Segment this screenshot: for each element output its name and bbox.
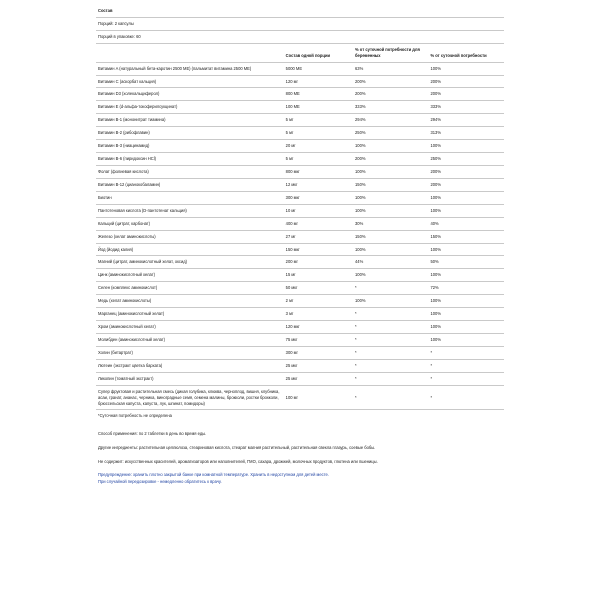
product-notes (96, 431, 504, 485)
nutrient-amount: 3 мг (284, 308, 353, 321)
warning-text-line2: При случайной передозировке - немедленно обратитесь к врачу. (98, 478, 222, 484)
nutrient-amount: 5 мг (284, 114, 353, 127)
table-row (96, 321, 504, 334)
nutrient-amount: 150 мкг (284, 243, 353, 256)
nutrient-dv: 50% (429, 256, 505, 269)
nutrient-name: Молибден (аминокислотный хелат) (96, 333, 284, 346)
nutrient-amount: 100 мг (284, 385, 353, 410)
nutrient-name: Железо (хелат аминокислоты) (96, 230, 284, 243)
nutrient-dv: * (429, 346, 505, 359)
nutrient-name: Цинк (аминокислотный хелат) (96, 269, 284, 282)
table-row (96, 101, 504, 114)
nutrient-dv-pregnant: 100% (353, 269, 428, 282)
nutrient-amount: 800 МЕ (284, 88, 353, 101)
serving-size-label: Порций: 2 капсулы (96, 17, 504, 30)
table-row (96, 204, 504, 217)
nutrient-dv: 100% (429, 308, 505, 321)
nutrient-amount: 200 мг (284, 256, 353, 269)
nutrient-dv-pregnant: * (353, 385, 428, 410)
nutrient-dv-pregnant: 200% (353, 75, 428, 88)
table-row (96, 385, 504, 410)
nutrient-dv: 100% (429, 62, 505, 75)
nutrient-dv-pregnant: 150% (353, 178, 428, 191)
nutrient-dv-pregnant: 200% (353, 153, 428, 166)
table-row (96, 75, 504, 88)
nutrient-amount: 12 мкг (284, 178, 353, 191)
nutrient-name: Медь (хелат аминокислоты) (96, 295, 284, 308)
nutrient-amount: 27 мг (284, 230, 353, 243)
nutrient-amount: 5 мг (284, 153, 353, 166)
nutrient-name: Витамин A (натуральный бета-каротин 2500 МЕ) (пальмитат витамина 2500 МЕ) (96, 62, 284, 75)
nutrient-amount: 2 мг (284, 295, 353, 308)
nutrient-dv-pregnant: 63% (353, 62, 428, 75)
nutrient-dv-pregnant: 100% (353, 243, 428, 256)
nutrient-dv-pregnant: * (353, 359, 428, 372)
nutrient-dv-pregnant: * (353, 321, 428, 334)
nutrient-name: Ликопин (томатный экстракт) (96, 372, 284, 385)
warning-text-line1: Предупреждение: хранить плотно закрытой банке при комнатной температуре. Хранить в недоступном для детей месте. (98, 472, 329, 478)
nutrient-name: Витамин В-1 (мононитрат тиамина) (96, 114, 284, 127)
nutrient-dv: 250% (429, 153, 505, 166)
table-row (96, 62, 504, 75)
nutrient-dv-pregnant: 333% (353, 101, 428, 114)
nutrient-dv-pregnant: 250% (353, 127, 428, 140)
table-row (96, 140, 504, 153)
nutrient-dv: 40% (429, 217, 505, 230)
nutrient-dv: 333% (429, 101, 505, 114)
nutrient-amount: 10 мг (284, 204, 353, 217)
nutrient-name: Холин (битартрат) (96, 346, 284, 359)
column-header-name (96, 43, 284, 62)
nutrient-dv: 200% (429, 165, 505, 178)
nutrient-amount: 100 МЕ (284, 101, 353, 114)
nutrient-dv: 200% (429, 178, 505, 191)
serving-size-row (96, 17, 504, 30)
nutrient-name: Марганец (аминокислотный хелат) (96, 308, 284, 321)
nutrient-amount: 20 мг (284, 140, 353, 153)
table-row (96, 127, 504, 140)
nutrient-name: Витамин Е (d-альфа-токоферилсукцинат) (96, 101, 284, 114)
table-row (96, 191, 504, 204)
footnote-row (96, 410, 504, 422)
table-row (96, 269, 504, 282)
nutrient-name: Биотин (96, 191, 284, 204)
nutrient-dv: * (429, 359, 505, 372)
nutrient-dv: 100% (429, 269, 505, 282)
nutrient-name: Витамин В-2 (рибофлавин) (96, 127, 284, 140)
servings-per-container-label: Порций в упаковке: 60 (96, 30, 504, 43)
nutrient-dv: 100% (429, 295, 505, 308)
nutrient-dv-pregnant: * (353, 346, 428, 359)
table-row (96, 333, 504, 346)
nutrient-amount: 25 мкг (284, 372, 353, 385)
nutrient-amount: 800 мкг (284, 165, 353, 178)
nutrient-amount: 400 мг (284, 217, 353, 230)
table-row (96, 346, 504, 359)
table-row (96, 153, 504, 166)
nutrient-dv-pregnant: * (353, 308, 428, 321)
nutrient-dv: 313% (429, 127, 505, 140)
nutrient-dv: 100% (429, 204, 505, 217)
daily-value-footnote: *Суточная потребность не определена (98, 413, 172, 419)
nutrient-dv-pregnant: 100% (353, 165, 428, 178)
nutrient-dv-pregnant: 100% (353, 204, 428, 217)
nutrient-dv: 294% (429, 114, 505, 127)
nutrient-dv-pregnant: 200% (353, 88, 428, 101)
table-row (96, 308, 504, 321)
nutrient-dv-pregnant: 44% (353, 256, 428, 269)
table-row (96, 88, 504, 101)
nutrient-dv: * (429, 372, 505, 385)
nutrient-dv: 72% (429, 282, 505, 295)
nutrient-dv: 150% (429, 230, 505, 243)
table-row (96, 217, 504, 230)
table-header-row (96, 43, 504, 62)
nutrient-amount: 75 мкг (284, 333, 353, 346)
nutrient-dv-pregnant: 150% (353, 230, 428, 243)
supplement-facts-title: Состав (96, 6, 504, 17)
nutrient-amount: 120 мг (284, 75, 353, 88)
other-ingredients-text: Другие ингредиенты: растительная целлюлоза, стеариновая кислота, стеарат магния растительный, растительная свекла глазурь, соевые бобы. (98, 444, 376, 450)
directions-text: Способ применения: по 2 таблетки в день во время еды. (98, 431, 207, 437)
nutrient-name: Витамин C (аскорбат кальция) (96, 75, 284, 88)
free-of-text: Не содержит: искусственных красителей, ароматизаторов или наполнителей, ГМО, сахара, дрожжей, молочных продуктов, глютена или пшеницы. (98, 458, 378, 464)
nutrient-name: Супер фруктовая и растительная смесь (дикая голубика, клюква, черноплод, вишня, клубника, асаи, гранат, ананас, черника, виноградные семя, семена малины, брокколи, ростки брокколи, брюссельская капуста, капуста, лук, шпинат, помидоры) (96, 385, 284, 410)
nutrient-dv: 100% (429, 191, 505, 204)
nutrient-dv: 100% (429, 321, 505, 334)
nutrient-name: Кальций (цитрат, карбонат) (96, 217, 284, 230)
nutrient-dv: 100% (429, 333, 505, 346)
nutrient-dv: 100% (429, 140, 505, 153)
table-row (96, 256, 504, 269)
nutrient-amount: 15 мг (284, 269, 353, 282)
nutrient-name: Йод (йодид калия) (96, 243, 284, 256)
nutrient-amount: 300 мг (284, 346, 353, 359)
nutrient-dv: 200% (429, 88, 505, 101)
nutrient-dv-pregnant: 30% (353, 217, 428, 230)
nutrient-dv-pregnant: 100% (353, 140, 428, 153)
nutrient-name: Витамин D3 (холекальциферол) (96, 88, 284, 101)
nutrient-dv: 100% (429, 243, 505, 256)
nutrient-amount: 5000 МЕ (284, 62, 353, 75)
table-row (96, 359, 504, 372)
table-title-row (96, 6, 504, 17)
nutrient-dv-pregnant: 294% (353, 114, 428, 127)
nutrient-name: Витамин В-6 (пиридоксин HCl) (96, 153, 284, 166)
nutrient-amount: 120 мкг (284, 321, 353, 334)
table-row (96, 243, 504, 256)
nutrient-dv-pregnant: * (353, 282, 428, 295)
nutrient-name: Селен (комплекс аминокислот) (96, 282, 284, 295)
nutrient-amount: 50 мкг (284, 282, 353, 295)
nutrient-name: Хром (аминокислотный хелат) (96, 321, 284, 334)
nutrient-amount: 5 мг (284, 127, 353, 140)
nutrient-dv-pregnant: * (353, 372, 428, 385)
table-row (96, 165, 504, 178)
nutrient-dv: * (429, 385, 505, 410)
supplement-facts-table (96, 6, 504, 422)
servings-per-container-row (96, 30, 504, 43)
nutrient-name: Магний (цитрат, аминокислотный хелат, оксид) (96, 256, 284, 269)
column-header-amount: Состав одной порции (284, 43, 353, 62)
column-header-dv-pregnant: % от суточной потребности для беременных (353, 43, 428, 62)
table-row (96, 230, 504, 243)
nutrient-name: Пантотеновая кислота (D-пантотенат кальция) (96, 204, 284, 217)
nutrient-dv-pregnant: 100% (353, 295, 428, 308)
nutrient-dv: 200% (429, 75, 505, 88)
column-header-dv: % от суточной потребности (429, 43, 505, 62)
nutrient-name: Фолат (фолиевая кислота) (96, 165, 284, 178)
table-row (96, 114, 504, 127)
nutrient-name: Витамин В-12 (цианокобаламин) (96, 178, 284, 191)
nutrient-name: Витамин В-3 (ниацинамид) (96, 140, 284, 153)
table-row (96, 372, 504, 385)
nutrient-amount: 300 мкг (284, 191, 353, 204)
table-row (96, 295, 504, 308)
nutrient-dv-pregnant: * (353, 333, 428, 346)
table-row (96, 282, 504, 295)
nutrient-name: Лютеин (экстракт цветка бархата) (96, 359, 284, 372)
nutrient-amount: 25 мкг (284, 359, 353, 372)
nutrient-dv-pregnant: 100% (353, 191, 428, 204)
table-row (96, 178, 504, 191)
